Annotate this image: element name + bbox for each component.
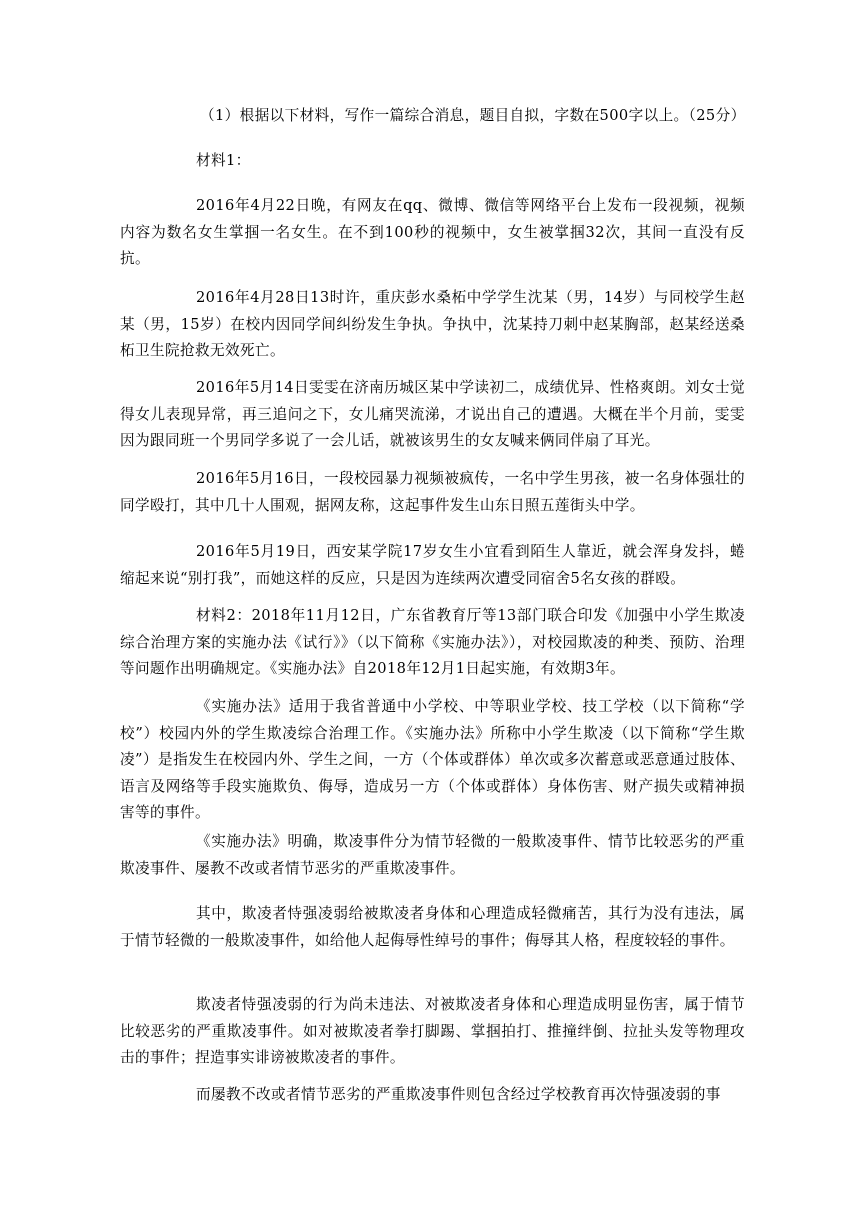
material-1-heading: 材料1： — [196, 152, 251, 169]
material-2-paragraph: 材料2：2018年11月12日，广东省教育厅等13部门联合印发《加强中小学生欺凌综合治理方案的实施办法《试行》》（以下简称《实施办法》），对校园欺凌的种类、预防、治理等问题作出明确规定。《实施办法》自2018年12月1日起实施，有效期3年。 — [120, 607, 745, 677]
paragraph-event-2016-04-22: 2016年4月22日晚，有网友在qq、微博、微信等网络平台上发布一段视频，视频内容为数名女生掌掴一名女生。在不到100秒的视频中，女生被掌掴32次，其间一直没有反抗。 — [120, 197, 745, 267]
paragraph-event-2016-05-16: 2016年5月16日，一段校园暴力视频被疯传，一名中学生男孩，被一名身体强壮的同学殴打，其中几十人围观，据网友称，这起事件发生山东日照五莲街头中学。 — [120, 470, 745, 514]
paragraph-serious-bullying: 欺凌者恃强凌弱的行为尚未违法、对被欺凌者身体和心理造成明显伤害，属于情节比较恶劣的严重欺凌事件。如对被欺凌者拳打脚踢、掌掴拍打、推撞绊倒、拉扯头发等物理攻击的事件；捏造事实诽谤被欺凌者的事件。 — [120, 996, 745, 1066]
paragraph-scope-definition: 《实施办法》适用于我省普通中小学校、中等职业学校、技工学校（以下简称“学校”）校园内外的学生欺凌综合治理工作。《实施办法》所称中小学生欺凌（以下简称“学生欺凌”）是指发生在校园内外、学生之间，一方（个体或群体）单次或多次蓄意或恶意通过肢体、语言及网络等手段实施欺负、侮辱，造成另一方（个体或群体）身体伤害、财产损失或精神损害等的事件。 — [120, 698, 745, 821]
paragraph-event-2016-04-28: 2016年4月28日13时许，重庆彭水桑柘中学学生沈某（男，14岁）与同校学生赵某（男，15岁）在校内因同学间纠纷发生争执。争执中，沈某持刀刺中赵某胸部，赵某经送桑柘卫生院抢救无效死亡。 — [120, 289, 745, 359]
paragraph-event-2016-05-19: 2016年5月19日，西安某学院17岁女生小宜看到陌生人靠近，就会浑身发抖，蜷缩起来说“别打我”，而她这样的反应，只是因为连续两次遭受同宿舍5名女孩的群殴。 — [120, 543, 745, 587]
paragraph-event-2016-05-14: 2016年5月14日雯雯在济南历城区某中学读初二，成绩优异、性格爽朗。刘女士觉得女儿表现异常，再三追问之下，女儿痛哭流涕，才说出自己的遭遇。大概在半个月前，雯雯因为跟同班一个男同学多说了一会儿话，就被该男生的女友喊来俩同伴扇了耳光。 — [120, 379, 745, 449]
paragraph-repeated-bullying: 而屡教不改或者情节恶劣的严重欺凌事件则包含经过学校教育再次恃强凌弱的事 — [196, 1086, 721, 1103]
question-prompt: （1）根据以下材料，写作一篇综合消息，题目自拟，字数在500字以上。（25分） — [200, 107, 746, 124]
paragraph-bullying-categories: 《实施办法》明确，欺凌事件分为情节轻微的一般欺凌事件、情节比较恶劣的严重欺凌事件、屡教不改或者情节恶劣的严重欺凌事件。 — [120, 833, 745, 877]
paragraph-minor-bullying: 其中，欺凌者恃强凌弱给被欺凌者身体和心理造成轻微痛苦，其行为没有违法，属于情节轻微的一般欺凌事件，如给他人起侮辱性绰号的事件；侮辱其人格，程度较轻的事件。 — [120, 905, 745, 949]
